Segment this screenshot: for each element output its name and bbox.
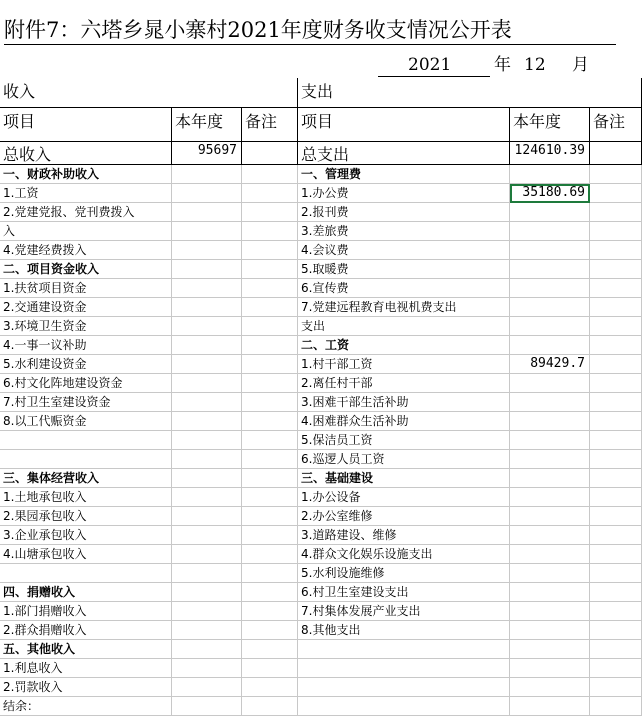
income-item-7[interactable]: 2.交通建设资金 — [0, 298, 172, 317]
income-remark-20[interactable] — [242, 545, 298, 564]
col-remark-income: 备注 — [242, 108, 298, 142]
income-item-3[interactable]: 入 — [0, 222, 172, 241]
income-value-24[interactable] — [172, 621, 242, 640]
income-remark-27[interactable] — [242, 678, 298, 697]
expense-value-2[interactable] — [510, 203, 590, 222]
income-item-6[interactable]: 1.扶贫项目资金 — [0, 279, 172, 298]
income-item-12[interactable]: 7.村卫生室建设资金 — [0, 393, 172, 412]
expense-item-28[interactable] — [298, 697, 510, 716]
income-remark-1[interactable] — [242, 184, 298, 203]
income-remark-11[interactable] — [242, 374, 298, 393]
income-value-2[interactable] — [172, 203, 242, 222]
income-remark-7[interactable] — [242, 298, 298, 317]
income-item-25[interactable]: 五、其他收入 — [0, 640, 172, 659]
expense-value-18[interactable] — [510, 507, 590, 526]
col-this-year-expense: 本年度 — [510, 108, 590, 142]
expense-remark-27[interactable] — [590, 678, 642, 697]
date-month-label: 月 — [572, 55, 589, 75]
expense-remark-18[interactable] — [590, 507, 642, 526]
expense-item-27[interactable] — [298, 678, 510, 697]
expense-item-7[interactable]: 7.党建远程教育电视机费支出 — [298, 298, 510, 317]
total-income-value[interactable]: 95697 — [172, 142, 242, 165]
income-remark-12[interactable] — [242, 393, 298, 412]
income-value-7[interactable] — [172, 298, 242, 317]
expense-remark-15[interactable] — [590, 450, 642, 469]
income-remark-18[interactable] — [242, 507, 298, 526]
expense-item-24[interactable]: 8.其他支出 — [298, 621, 510, 640]
total-expense-value[interactable]: 124610.39 — [510, 142, 590, 165]
expense-item-13[interactable]: 4.困难群众生活补助 — [298, 412, 510, 431]
expense-remark-8[interactable] — [590, 317, 642, 336]
expense-remark-0[interactable] — [590, 165, 642, 184]
income-remark-2[interactable] — [242, 203, 298, 222]
income-value-22[interactable] — [172, 583, 242, 602]
expense-value-7[interactable] — [510, 298, 590, 317]
income-item-9[interactable]: 4.一事一议补助 — [0, 336, 172, 355]
income-item-11[interactable]: 6.村文化阵地建设资金 — [0, 374, 172, 393]
expense-value-9[interactable] — [510, 336, 590, 355]
income-item-27[interactable]: 2.罚款收入 — [0, 678, 172, 697]
income-item-16[interactable]: 三、集体经营收入 — [0, 469, 172, 488]
expense-remark-26[interactable] — [590, 659, 642, 678]
expense-item-1[interactable]: 1.办公费 — [298, 184, 510, 203]
expense-remark-24[interactable] — [590, 621, 642, 640]
income-item-0[interactable]: 一、财政补助收入 — [0, 165, 172, 184]
date-year: 2021 — [408, 55, 452, 75]
expense-value-10[interactable]: 89429.7 — [510, 355, 590, 374]
income-value-25[interactable] — [172, 640, 242, 659]
col-this-year-income: 本年度 — [172, 108, 242, 142]
income-item-24[interactable]: 2.群众捐赠收入 — [0, 621, 172, 640]
income-value-3[interactable] — [172, 222, 242, 241]
expense-item-21[interactable]: 5.水利设施维修 — [298, 564, 510, 583]
expense-value-16[interactable] — [510, 469, 590, 488]
total-income-remark[interactable] — [242, 142, 298, 165]
income-remark-16[interactable] — [242, 469, 298, 488]
income-value-16[interactable] — [172, 469, 242, 488]
expense-item-10[interactable]: 1.村干部工资 — [298, 355, 510, 374]
income-value-28[interactable] — [172, 697, 242, 716]
expense-remark-19[interactable] — [590, 526, 642, 545]
expense-item-20[interactable]: 4.群众文化娱乐设施支出 — [298, 545, 510, 564]
title-underline — [4, 44, 616, 45]
expense-item-14[interactable]: 5.保洁员工资 — [298, 431, 510, 450]
expense-remark-21[interactable] — [590, 564, 642, 583]
income-section-header: 收入 — [0, 78, 298, 108]
expense-value-24[interactable] — [510, 621, 590, 640]
expense-remark-11[interactable] — [590, 374, 642, 393]
income-item-22[interactable]: 四、捐赠收入 — [0, 583, 172, 602]
expense-value-20[interactable] — [510, 545, 590, 564]
expense-item-11[interactable]: 2.离任村干部 — [298, 374, 510, 393]
expense-value-23[interactable] — [510, 602, 590, 621]
col-item-income: 项目 — [0, 108, 172, 142]
income-value-23[interactable] — [172, 602, 242, 621]
finance-table — [0, 78, 642, 719]
income-item-28[interactable]: 结余： — [0, 697, 172, 716]
expense-remark-23[interactable] — [590, 602, 642, 621]
income-item-2[interactable]: 2.党建党报、党刊费拨入 — [0, 203, 172, 222]
expense-value-19[interactable] — [510, 526, 590, 545]
expense-item-19[interactable]: 3.道路建设、维修 — [298, 526, 510, 545]
income-item-21[interactable] — [0, 564, 172, 583]
expense-value-5[interactable] — [510, 260, 590, 279]
expense-item-3[interactable]: 3.差旅费 — [298, 222, 510, 241]
expense-remark-12[interactable] — [590, 393, 642, 412]
expense-remark-1[interactable] — [590, 184, 642, 203]
income-value-15[interactable] — [172, 450, 242, 469]
expense-remark-6[interactable] — [590, 279, 642, 298]
income-value-12[interactable] — [172, 393, 242, 412]
income-value-8[interactable] — [172, 317, 242, 336]
income-remark-4[interactable] — [242, 241, 298, 260]
income-remark-25[interactable] — [242, 640, 298, 659]
income-remark-28[interactable] — [242, 697, 298, 716]
expense-remark-3[interactable] — [590, 222, 642, 241]
income-value-11[interactable] — [172, 374, 242, 393]
expense-item-22[interactable]: 6.村卫生室建设支出 — [298, 583, 510, 602]
income-remark-0[interactable] — [242, 165, 298, 184]
income-item-8[interactable]: 3.环境卫生资金 — [0, 317, 172, 336]
income-item-4[interactable]: 4.党建经费拨入 — [0, 241, 172, 260]
expense-value-4[interactable] — [510, 241, 590, 260]
expense-value-11[interactable] — [510, 374, 590, 393]
expense-item-17[interactable]: 1.办公设备 — [298, 488, 510, 507]
expense-section-header: 支出 — [298, 78, 642, 108]
income-remark-19[interactable] — [242, 526, 298, 545]
expense-item-0[interactable]: 一、管理费 — [298, 165, 510, 184]
income-item-18[interactable]: 2.果园承包收入 — [0, 507, 172, 526]
expense-item-18[interactable]: 2.办公室维修 — [298, 507, 510, 526]
expense-value-13[interactable] — [510, 412, 590, 431]
date-month: 12 — [524, 55, 546, 75]
expense-item-9[interactable]: 二、工资 — [298, 336, 510, 355]
expense-remark-22[interactable] — [590, 583, 642, 602]
col-remark-expense: 备注 — [590, 108, 642, 142]
expense-item-2[interactable]: 2.报刊费 — [298, 203, 510, 222]
income-remark-23[interactable] — [242, 602, 298, 621]
total-expense-remark[interactable] — [590, 142, 642, 165]
expense-remark-20[interactable] — [590, 545, 642, 564]
income-remark-8[interactable] — [242, 317, 298, 336]
income-remark-5[interactable] — [242, 260, 298, 279]
income-value-13[interactable] — [172, 412, 242, 431]
income-value-1[interactable] — [172, 184, 242, 203]
expense-value-6[interactable] — [510, 279, 590, 298]
expense-item-15[interactable]: 6.巡逻人员工资 — [298, 450, 510, 469]
expense-value-3[interactable] — [510, 222, 590, 241]
income-remark-3[interactable] — [242, 222, 298, 241]
income-remark-6[interactable] — [242, 279, 298, 298]
expense-item-23[interactable]: 7.村集体发展产业支出 — [298, 602, 510, 621]
expense-remark-17[interactable] — [590, 488, 642, 507]
income-remark-14[interactable] — [242, 431, 298, 450]
expense-item-8[interactable]: 支出 — [298, 317, 510, 336]
income-item-26[interactable]: 1.利息收入 — [0, 659, 172, 678]
income-remark-13[interactable] — [242, 412, 298, 431]
income-remark-17[interactable] — [242, 488, 298, 507]
expense-value-8[interactable] — [510, 317, 590, 336]
expense-remark-13[interactable] — [590, 412, 642, 431]
expense-remark-16[interactable] — [590, 469, 642, 488]
expense-item-16[interactable]: 三、基础建设 — [298, 469, 510, 488]
title-text: 附件7：六塔乡晁小寨村2021年度财务收支情况公开表 — [4, 18, 512, 42]
income-remark-22[interactable] — [242, 583, 298, 602]
total-income-label: 总收入 — [0, 142, 172, 165]
income-remark-9[interactable] — [242, 336, 298, 355]
expense-item-26[interactable] — [298, 659, 510, 678]
expense-remark-10[interactable] — [590, 355, 642, 374]
expense-remark-25[interactable] — [590, 640, 642, 659]
income-item-10[interactable]: 5.水利建设资金 — [0, 355, 172, 374]
expense-value-1[interactable]: 35180.69 — [510, 184, 590, 203]
income-item-5[interactable]: 二、项目资金收入 — [0, 260, 172, 279]
expense-remark-2[interactable] — [590, 203, 642, 222]
date-row — [0, 52, 642, 78]
expense-item-12[interactable]: 3.困难干部生活补助 — [298, 393, 510, 412]
income-item-19[interactable]: 3.企业承包收入 — [0, 526, 172, 545]
income-remark-26[interactable] — [242, 659, 298, 678]
col-item-expense: 项目 — [298, 108, 510, 142]
income-value-20[interactable] — [172, 545, 242, 564]
expense-remark-28[interactable] — [590, 697, 642, 716]
income-value-27[interactable] — [172, 678, 242, 697]
income-item-17[interactable]: 1.土地承包收入 — [0, 488, 172, 507]
expense-item-6[interactable]: 6.宣传费 — [298, 279, 510, 298]
date-year-underline — [378, 76, 490, 77]
total-expense-label: 总支出 — [298, 142, 510, 165]
expense-value-17[interactable] — [510, 488, 590, 507]
income-value-0[interactable] — [172, 165, 242, 184]
expense-item-5[interactable]: 5.取暖费 — [298, 260, 510, 279]
income-item-23[interactable]: 1.部门捐赠收入 — [0, 602, 172, 621]
income-value-21[interactable] — [172, 564, 242, 583]
expense-remark-9[interactable] — [590, 336, 642, 355]
date-year-label: 年 — [494, 55, 511, 75]
expense-value-14[interactable] — [510, 431, 590, 450]
income-value-10[interactable] — [172, 355, 242, 374]
expense-value-28[interactable] — [510, 697, 590, 716]
income-value-6[interactable] — [172, 279, 242, 298]
expense-remark-5[interactable] — [590, 260, 642, 279]
expense-value-26[interactable] — [510, 659, 590, 678]
income-value-5[interactable] — [172, 260, 242, 279]
income-item-20[interactable]: 4.山塘承包收入 — [0, 545, 172, 564]
expense-item-25[interactable] — [298, 640, 510, 659]
income-value-19[interactable] — [172, 526, 242, 545]
income-value-26[interactable] — [172, 659, 242, 678]
expense-item-4[interactable]: 4.会议费 — [298, 241, 510, 260]
income-item-1[interactable]: 1.工资 — [0, 184, 172, 203]
income-value-18[interactable] — [172, 507, 242, 526]
income-remark-21[interactable] — [242, 564, 298, 583]
expense-remark-14[interactable] — [590, 431, 642, 450]
income-value-9[interactable] — [172, 336, 242, 355]
expense-value-25[interactable] — [510, 640, 590, 659]
income-value-4[interactable] — [172, 241, 242, 260]
page-title — [0, 14, 642, 46]
expense-value-0[interactable] — [510, 165, 590, 184]
income-item-13[interactable]: 8.以工代赈资金 — [0, 412, 172, 431]
expense-value-15[interactable] — [510, 450, 590, 469]
income-value-17[interactable] — [172, 488, 242, 507]
expense-remark-7[interactable] — [590, 298, 642, 317]
income-item-14[interactable] — [0, 431, 172, 450]
expense-value-27[interactable] — [510, 678, 590, 697]
expense-value-22[interactable] — [510, 583, 590, 602]
income-remark-15[interactable] — [242, 450, 298, 469]
income-item-15[interactable] — [0, 450, 172, 469]
expense-remark-4[interactable] — [590, 241, 642, 260]
expense-value-21[interactable] — [510, 564, 590, 583]
income-remark-24[interactable] — [242, 621, 298, 640]
income-value-14[interactable] — [172, 431, 242, 450]
expense-value-12[interactable] — [510, 393, 590, 412]
income-remark-10[interactable] — [242, 355, 298, 374]
